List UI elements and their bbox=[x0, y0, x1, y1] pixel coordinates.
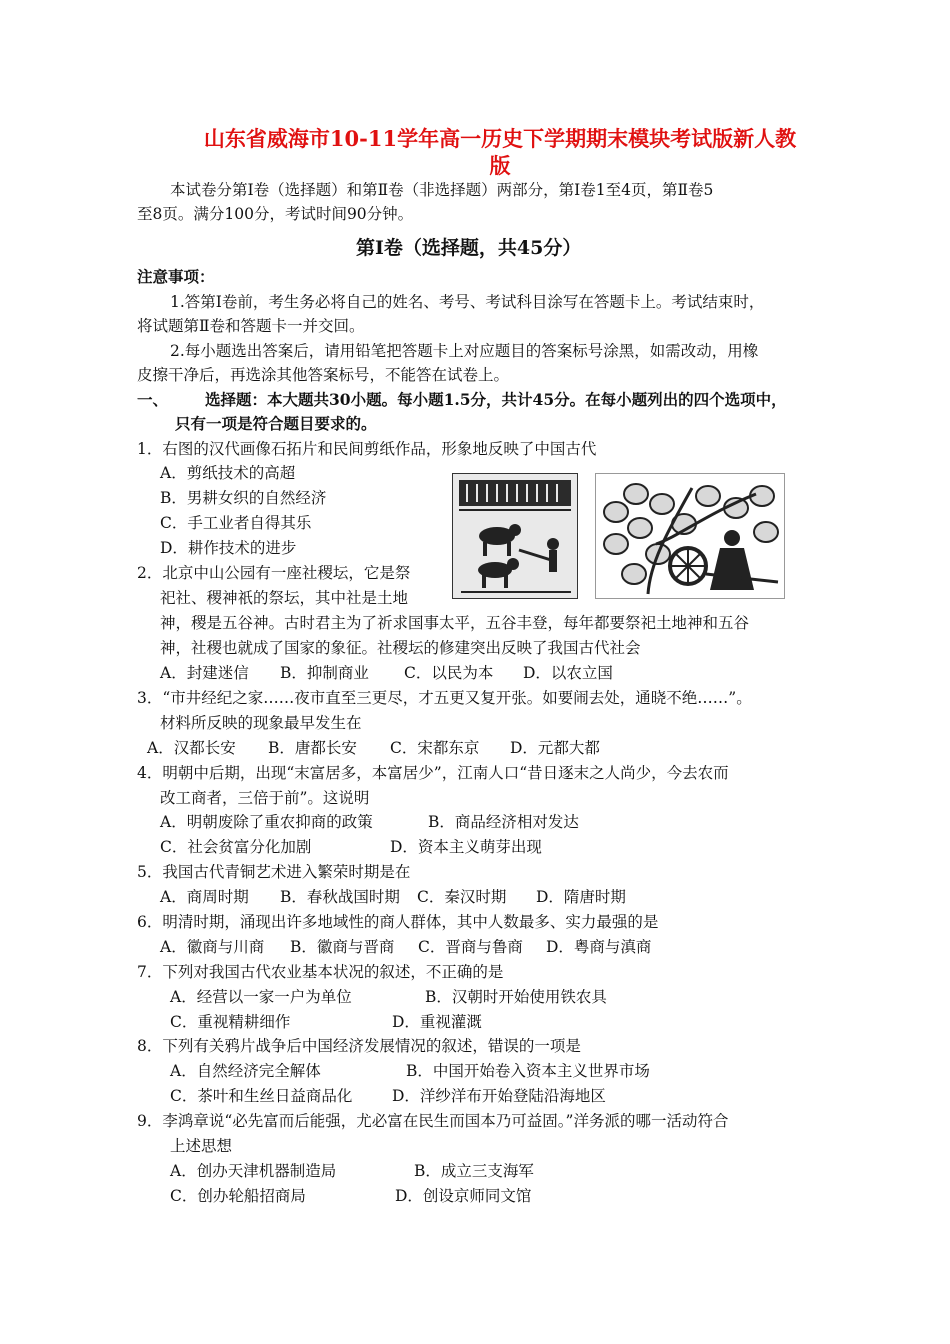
question-1-stem: 1．右图的汉代画像石拓片和民间剪纸作品，形象地反映了中国古代 bbox=[137, 440, 597, 458]
note-2: 2.每小题选出答案后，请用铅笔把答题卡上对应题目的答案标号涂黑，如需改动，用橡 bbox=[170, 342, 759, 360]
part-instructions-continued: 只有一项是符合题目要求的。 bbox=[175, 414, 377, 433]
question-5-option-c: C．秦汉时期 bbox=[417, 888, 507, 906]
folk-papercut-image bbox=[595, 473, 785, 599]
note-1-continued: 将试题第Ⅱ卷和答题卡一并交回。 bbox=[137, 317, 365, 335]
question-9-option-c: C．创办轮船招商局 bbox=[170, 1187, 306, 1205]
question-5-option-a: A．商周时期 bbox=[160, 888, 249, 906]
question-8-option-a: A．自然经济完全解体 bbox=[170, 1062, 321, 1080]
question-2-stem: 2．北京中山公园有一座社稷坛，它是祭 bbox=[137, 564, 411, 582]
document-title-continued: 版 bbox=[489, 153, 511, 178]
document-title: 山东省威海市10-11学年高一历史下学期期末模块考试版新人教 bbox=[203, 126, 797, 151]
question-4-option-d: D．资本主义萌芽出现 bbox=[390, 838, 542, 856]
part-instructions: 选择题：本大题共30小题。每小题1.5分，共计45分。在每小题列出的四个选项中， bbox=[205, 390, 787, 409]
question-2-stem-line3: 神，稷是五谷神。古时君主为了祈求国事太平，五谷丰登，每年都要祭祀土地神和五谷 bbox=[160, 614, 750, 632]
question-6-option-a: A．徽商与川商 bbox=[160, 938, 265, 956]
question-9-option-b: B．成立三支海军 bbox=[414, 1162, 534, 1180]
question-8-option-b: B．中国开始卷入资本主义世界市场 bbox=[406, 1062, 650, 1080]
intro-text: 本试卷分第Ⅰ卷（选择题）和第Ⅱ卷（非选择题）两部分，第Ⅰ卷1至4页，第Ⅱ卷5 bbox=[170, 181, 714, 199]
question-8-stem: 8．下列有关鸦片战争后中国经济发展情况的叙述，错误的一项是 bbox=[137, 1037, 581, 1055]
question-5-option-d: D．隋唐时期 bbox=[536, 888, 626, 906]
note-2-continued: 皮擦干净后，再选涂其他答案标号，不能答在试卷上。 bbox=[137, 366, 510, 384]
question-1-option-c: C．手工业者自得其乐 bbox=[160, 514, 312, 532]
section-title: 第Ⅰ卷（选择题，共45分） bbox=[356, 237, 582, 259]
intro-text-continued: 至8页。满分100分，考试时间90分钟。 bbox=[137, 205, 414, 223]
question-4-stem-line2: 改工商者，三倍于前”。这说明 bbox=[160, 789, 370, 807]
question-8-option-d: D．洋纱洋布开始登陆沿海地区 bbox=[392, 1087, 606, 1105]
question-5-option-b: B．春秋战国时期 bbox=[280, 888, 400, 906]
question-3-stem-line2: 材料所反映的现象最早发生在 bbox=[160, 714, 362, 732]
question-7-option-b: B．汉朝时开始使用铁农具 bbox=[425, 988, 607, 1006]
question-8-option-c: C．茶叶和生丝日益商品化 bbox=[170, 1087, 353, 1105]
question-2-option-d: D．以农立国 bbox=[523, 664, 613, 682]
question-2-option-b: B．抑制商业 bbox=[280, 664, 369, 682]
question-3-option-a: A．汉都长安 bbox=[147, 739, 236, 757]
question-3-stem: 3．“市井经纪之家……夜市直至三更尽，才五更又复开张。如要闹去处，通晓不绝……”。 bbox=[137, 689, 752, 707]
question-9-option-d: D．创设京师同文馆 bbox=[395, 1187, 532, 1205]
question-7-option-a: A．经营以一家一户为单位 bbox=[170, 988, 352, 1006]
question-2-stem-line2: 祀社、稷神祇的祭坛，其中社是土地 bbox=[160, 589, 409, 607]
note-1: 1.答第Ⅰ卷前，考生务必将自己的姓名、考号、考试科目涂写在答题卡上。考试结束时， bbox=[170, 293, 765, 311]
question-6-option-b: B．徽商与晋商 bbox=[290, 938, 395, 956]
question-6-option-d: D．粤商与滇商 bbox=[546, 938, 652, 956]
question-3-option-b: B．唐都长安 bbox=[268, 739, 357, 757]
question-6-stem: 6．明清时期，涌现出许多地域性的商人群体，其中人数最多、实力最强的是 bbox=[137, 913, 659, 931]
question-9-stem: 9．李鸿章说“必先富而后能强，尤必富在民生而国本乃可益固。”洋务派的哪一活动符合 bbox=[137, 1112, 729, 1130]
question-3-option-d: D．元都大都 bbox=[510, 739, 600, 757]
han-stone-relief-image bbox=[452, 473, 578, 599]
question-2-option-c: C．以民为本 bbox=[404, 664, 494, 682]
question-1-option-a: A．剪纸技术的高超 bbox=[160, 464, 296, 482]
question-4-stem: 4．明朝中后期，出现“末富居多，本富居少”，江南人口“昔日逐末之人尚少，今去农而 bbox=[137, 764, 729, 782]
question-6-option-c: C．晋商与鲁商 bbox=[418, 938, 523, 956]
question-4-option-b: B．商品经济相对发达 bbox=[428, 813, 579, 831]
question-5-stem: 5．我国古代青铜艺术进入繁荣时期是在 bbox=[137, 863, 411, 881]
question-9-option-a: A．创办天津机器制造局 bbox=[170, 1162, 337, 1180]
question-2-option-a: A．封建迷信 bbox=[160, 664, 249, 682]
question-7-stem: 7．下列对我国古代农业基本状况的叙述，不正确的是 bbox=[137, 963, 504, 981]
question-4-option-a: A．明朝废除了重农抑商的政策 bbox=[160, 813, 373, 831]
question-1-option-b: B．男耕女织的自然经济 bbox=[160, 489, 327, 507]
question-4-option-c: C．社会贫富分化加剧 bbox=[160, 838, 312, 856]
question-1-option-d: D．耕作技术的进步 bbox=[160, 539, 297, 557]
notes-heading: 注意事项： bbox=[137, 267, 215, 286]
question-3-option-c: C．宋都东京 bbox=[390, 739, 480, 757]
question-2-stem-line4: 神，社稷也就成了国家的象征。社稷坛的修建突出反映了我国古代社会 bbox=[160, 639, 641, 657]
question-7-option-d: D．重视灌溉 bbox=[392, 1013, 482, 1031]
question-9-stem-line2: 上述思想 bbox=[170, 1137, 233, 1155]
part-number: 一、 bbox=[137, 390, 169, 409]
question-7-option-c: C．重视精耕细作 bbox=[170, 1013, 291, 1031]
